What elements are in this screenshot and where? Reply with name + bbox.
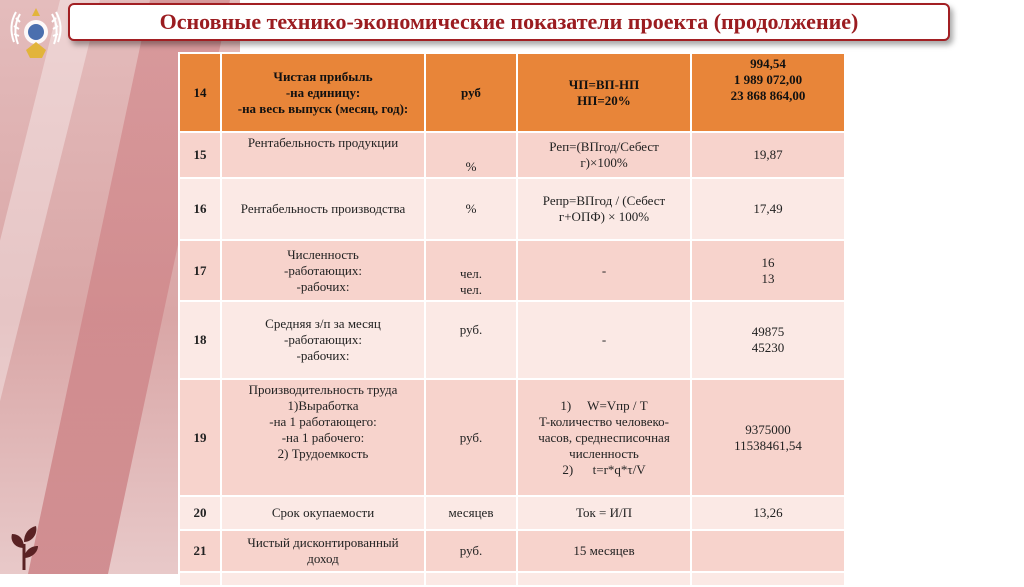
indicator-name: Чистый дисконтированный доход [221, 530, 425, 572]
sprout-icon [8, 524, 42, 570]
row-number: 20 [179, 496, 221, 530]
table-row [179, 53, 845, 132]
table-row [179, 132, 845, 178]
formula: ЧП=ВП-НП НП=20% [517, 53, 691, 132]
table-row [179, 240, 845, 301]
unit: руб. [425, 301, 517, 379]
indicator-name: Производительность труда 1)Выработка -на 1 работающего: -на 1 рабочего: 2) Трудоемкость [221, 379, 425, 496]
indicator-name: Рентабельность продукции [221, 132, 425, 178]
row-number: 21 [179, 530, 221, 572]
indicators-table [178, 52, 846, 587]
value: 19,87 [691, 132, 845, 178]
value: 13,26 [691, 496, 845, 530]
value: 16 13 [691, 240, 845, 301]
indicator-name: Чистая прибыль -на единицу: -на весь выпуск (месяц, год): [221, 53, 425, 132]
row-number: 18 [179, 301, 221, 379]
table-row [179, 572, 845, 586]
formula: - [517, 301, 691, 379]
formula: - [517, 240, 691, 301]
formula: Ток = И/П [517, 496, 691, 530]
indicator-name: Срок окупаемости [221, 496, 425, 530]
formula: Рeп=(ВПгод/Себест г)×100% [517, 132, 691, 178]
unit: % [425, 132, 517, 178]
unit: % [425, 178, 517, 240]
unit: руб. [425, 530, 517, 572]
row-number: 17 [179, 240, 221, 301]
unit: месяцев [425, 496, 517, 530]
unit: руб [425, 53, 517, 132]
table-row [179, 178, 845, 240]
table-row [179, 301, 845, 379]
row-number: 14 [179, 53, 221, 132]
table-row [179, 530, 845, 572]
value: 49875 45230 [691, 301, 845, 379]
formula: 15 месяцев [517, 530, 691, 572]
indicator-name: Численность -работающих: -рабочих: [221, 240, 425, 301]
page-title: Основные технико-экономические показатели проекта (продолжение) [68, 3, 950, 41]
value: 994,54 1 989 072,00 23 868 864,00 [691, 53, 845, 132]
row-number: 15 [179, 132, 221, 178]
unit: руб. [425, 379, 517, 496]
value [691, 530, 845, 572]
emblem-icon [4, 2, 68, 66]
formula: 1) W=Vпр / T T-количество человеко- часов, среднесписочная численность 2) t=r*q*τ/V [517, 379, 691, 496]
unit: чел. чел. [425, 240, 517, 301]
value: 9375000 11538461,54 [691, 379, 845, 496]
formula: Репр=ВПгод / (Себест г+ОПФ) × 100% [517, 178, 691, 240]
table-row [179, 379, 845, 496]
table-row [179, 496, 845, 530]
value: 17,49 [691, 178, 845, 240]
indicator-name: Рентабельность производства [221, 178, 425, 240]
row-number: 16 [179, 178, 221, 240]
indicator-name: Средняя з/п за месяц -работающих: -рабочих: [221, 301, 425, 379]
row-number: 19 [179, 379, 221, 496]
